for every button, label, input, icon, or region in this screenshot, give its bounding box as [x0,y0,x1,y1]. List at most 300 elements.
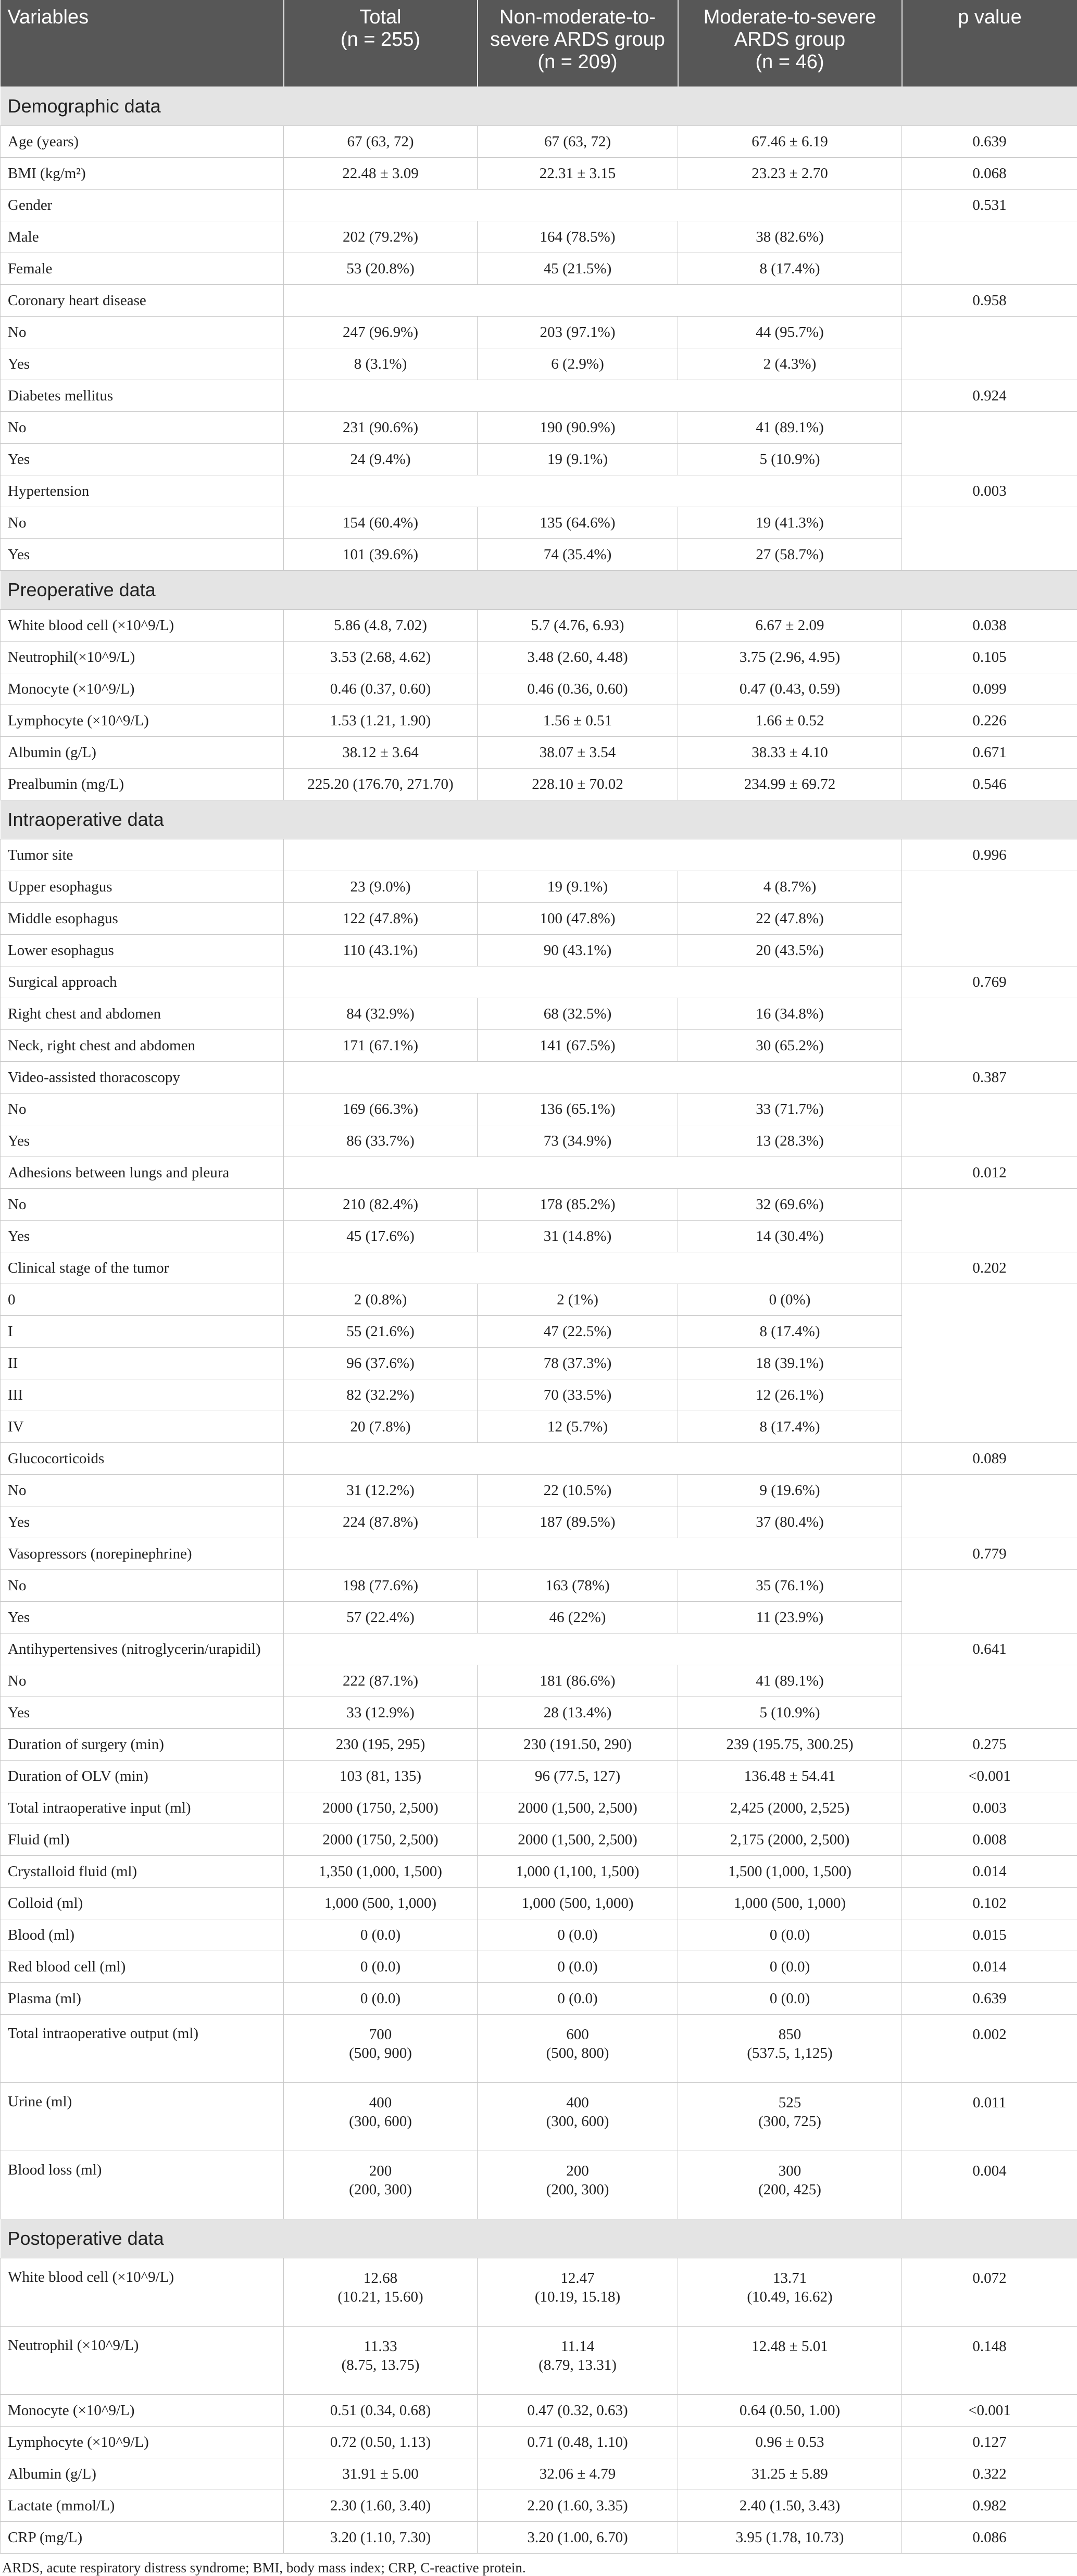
group2-value: 1.66 ± 0.52 [678,705,902,737]
p-value: 0.089 [902,1443,1077,1475]
group1-value: 228.10 ± 70.02 [478,769,678,800]
group1-value: 1,000 (500, 1,000) [478,1888,678,1919]
p-value: 0.003 [902,1792,1077,1824]
empty-cell [902,1094,1077,1157]
group1-value: 187 (89.5%) [478,1506,678,1538]
table-row [1,998,1077,1030]
group1-value: 38.07 ± 3.54 [478,737,678,769]
group2-value [678,2151,902,2219]
group2-value-line: 13.71 [681,2269,898,2288]
empty-cell [284,1538,902,1570]
group2-value: 0.64 (0.50, 1.00) [678,2395,902,2427]
variable-label: Albumin (g/L) [1,737,284,769]
group1-value: 46 (22%) [478,1602,678,1633]
group1-value: 0.46 (0.36, 0.60) [478,673,678,705]
group2-value: 5 (10.9%) [678,444,902,475]
group1-value: 2.20 (1.60, 3.35) [478,2490,678,2522]
group1-value: 68 (32.5%) [478,998,678,1030]
table-row [1,1951,1077,1983]
group1-value: 31 (14.8%) [478,1221,678,1252]
p-value: 0.639 [902,1983,1077,2015]
subgroup-label: Yes [1,1125,284,1157]
group2-value: 23.23 ± 2.70 [678,158,902,190]
table-row [1,317,1077,348]
group2-value: 2,175 (2000, 2,500) [678,1824,902,1856]
group2-value-line: (10.49, 16.62) [681,2288,898,2306]
table-row [1,2151,1077,2219]
group1-value: 141 (67.5%) [478,1030,678,1062]
header-group1 [478,0,678,87]
table-row [1,1665,1077,1697]
subgroup-label: 0 [1,1284,284,1316]
p-value: 0.779 [902,1538,1077,1570]
table-row [1,507,1077,539]
table-row [1,1189,1077,1221]
total-value: 55 (21.6%) [284,1316,478,1348]
variable-label: BMI (kg/m²) [1,158,284,190]
empty-cell [902,1284,1077,1443]
variable-label: White blood cell (×10^9/L) [1,610,284,642]
variable-label: Age (years) [1,126,284,158]
variable-label: Total intraoperative input (ml) [1,1792,284,1824]
group2-value: 0.47 (0.43, 0.59) [678,673,902,705]
total-value: 2 (0.8%) [284,1284,478,1316]
category-row [1,1157,1077,1189]
p-value: 0.226 [902,705,1077,737]
total-value: 0 (0.0) [284,1983,478,2015]
group1-value: 74 (35.4%) [478,539,678,571]
total-value: 96 (37.6%) [284,1348,478,1379]
variable-label: Neutrophil (×10^9/L) [1,2327,284,2395]
table-row [1,1475,1077,1506]
variable-label: Antihypertensives (nitroglycerin/urapidil) [1,1633,284,1665]
group2-value: 32 (69.6%) [678,1189,902,1221]
total-value: 31.91 ± 5.00 [284,2458,478,2490]
section-title: Demographic data [1,87,1077,126]
variable-label: Hypertension [1,475,284,507]
category-row [1,380,1077,412]
group2-value: 22 (47.8%) [678,903,902,935]
table-row [1,2490,1077,2522]
variable-label: Duration of surgery (min) [1,1729,284,1761]
group1-value-line: 12.47 [481,2269,674,2288]
subgroup-label: Right chest and abdomen [1,998,284,1030]
header-total-n: (n = 255) [292,29,470,51]
header-group2 [678,0,902,87]
empty-cell [902,998,1077,1062]
variable-label: Glucocorticoids [1,1443,284,1475]
group1-value: 90 (43.1%) [478,935,678,966]
category-row [1,839,1077,871]
group1-value: 1.56 ± 0.51 [478,705,678,737]
group2-value: 3.95 (1.78, 10.73) [678,2522,902,2554]
group1-value [478,2015,678,2083]
group2-value: 44 (95.7%) [678,317,902,348]
variable-label: Clinical stage of the tumor [1,1252,284,1284]
group1-value: 3.48 (2.60, 4.48) [478,642,678,673]
total-value: 0.51 (0.34, 0.68) [284,2395,478,2427]
group2-value: 234.99 ± 69.72 [678,769,902,800]
variable-label: Gender [1,190,284,221]
variable-label: Crystalloid fluid (ml) [1,1856,284,1888]
p-value: 0.014 [902,1951,1077,1983]
variable-label: Surgical approach [1,966,284,998]
header-row [1,0,1077,87]
total-value: 225.20 (176.70, 271.70) [284,769,478,800]
table-row [1,871,1077,903]
total-value: 110 (43.1%) [284,935,478,966]
table-row [1,2522,1077,2554]
section-title: Preoperative data [1,571,1077,610]
variable-label: Coronary heart disease [1,285,284,317]
group2-value: 27 (58.7%) [678,539,902,571]
p-value: 0.148 [902,2327,1077,2395]
p-value: 0.014 [902,1856,1077,1888]
subgroup-label: Yes [1,1221,284,1252]
variable-label: Duration of OLV (min) [1,1761,284,1792]
group2-value [678,2083,902,2151]
p-value: <0.001 [902,1761,1077,1792]
group2-value-line: 12.48 ± 5.01 [681,2337,898,2356]
group2-value: 9 (19.6%) [678,1475,902,1506]
variable-label: Lymphocyte (×10^9/L) [1,2427,284,2458]
subgroup-label: Middle esophagus [1,903,284,935]
group2-value: 35 (76.1%) [678,1570,902,1602]
group2-value-line: (200, 425) [681,2180,898,2199]
total-value: 3.53 (2.68, 4.62) [284,642,478,673]
p-value: 0.639 [902,126,1077,158]
empty-cell [902,221,1077,285]
variable-label: Monocyte (×10^9/L) [1,673,284,705]
total-value: 224 (87.8%) [284,1506,478,1538]
total-value [284,2258,478,2327]
header-total-label: Total [292,6,470,29]
group1-value [478,2327,678,2395]
group2-value: 13 (28.3%) [678,1125,902,1157]
table-row [1,1761,1077,1792]
table-footnote: ARDS, acute respiratory distress syndrome; BMI, body mass index; CRP, C-reactive protein. [0,2554,1077,2576]
table-row [1,1856,1077,1888]
group1-value: 0 (0.0) [478,1951,678,1983]
group2-value: 14 (30.4%) [678,1221,902,1252]
group1-value: 70 (33.5%) [478,1379,678,1411]
total-value: 57 (22.4%) [284,1602,478,1633]
group2-value: 38.33 ± 4.10 [678,737,902,769]
group2-value-line: (300, 725) [681,2112,898,2131]
subgroup-label: Lower esophagus [1,935,284,966]
total-value: 171 (67.1%) [284,1030,478,1062]
total-value: 82 (32.2%) [284,1379,478,1411]
table-row [1,2458,1077,2490]
group1-value: 12 (5.7%) [478,1411,678,1443]
category-row [1,475,1077,507]
total-value: 67 (63, 72) [284,126,478,158]
group2-value: 136.48 ± 54.41 [678,1761,902,1792]
group2-value: 0 (0.0) [678,1951,902,1983]
table-row [1,673,1077,705]
p-value: 0.004 [902,2151,1077,2219]
subgroup-label: No [1,1094,284,1125]
total-value: 2000 (1750, 2,500) [284,1824,478,1856]
total-value: 84 (32.9%) [284,998,478,1030]
p-value: 0.068 [902,158,1077,190]
group2-value [678,2015,902,2083]
group2-value-line: 850 [681,2025,898,2044]
subgroup-label: Yes [1,539,284,571]
p-value: 0.958 [902,285,1077,317]
total-value-line: (200, 300) [287,2180,474,2199]
p-value: 0.641 [902,1633,1077,1665]
total-value: 0 (0.0) [284,1951,478,1983]
table-row [1,1983,1077,2015]
subgroup-label: Yes [1,348,284,380]
group1-value: 5.7 (4.76, 6.93) [478,610,678,642]
category-row [1,1062,1077,1094]
total-value [284,2015,478,2083]
variable-label: Total intraoperative output (ml) [1,2015,284,2083]
p-value: 0.531 [902,190,1077,221]
empty-cell [902,1665,1077,1729]
group2-value: 41 (89.1%) [678,1665,902,1697]
group2-value: 6.67 ± 2.09 [678,610,902,642]
subgroup-label: Neck, right chest and abdomen [1,1030,284,1062]
table-row [1,126,1077,158]
total-value: 198 (77.6%) [284,1570,478,1602]
total-value-line: (10.21, 15.60) [287,2288,474,2306]
total-value-line: 700 [287,2025,474,2044]
p-value: 0.769 [902,966,1077,998]
p-value: 0.015 [902,1919,1077,1951]
header-total [284,0,478,87]
group2-value: 11 (23.9%) [678,1602,902,1633]
empty-cell [284,285,902,317]
empty-cell [902,317,1077,380]
group1-value [478,2083,678,2151]
total-value-line: 200 [287,2162,474,2180]
table-row [1,769,1077,800]
p-value: 0.102 [902,1888,1077,1919]
group2-value: 4 (8.7%) [678,871,902,903]
variable-label: Fluid (ml) [1,1824,284,1856]
subgroup-label: IV [1,1411,284,1443]
total-value: 33 (12.9%) [284,1697,478,1729]
subgroup-label: II [1,1348,284,1379]
group1-value [478,2258,678,2327]
total-value: 169 (66.3%) [284,1094,478,1125]
table-row [1,1729,1077,1761]
empty-cell [902,412,1077,475]
total-value: 5.86 (4.8, 7.02) [284,610,478,642]
variable-label: Prealbumin (mg/L) [1,769,284,800]
total-value: 45 (17.6%) [284,1221,478,1252]
table-row [1,1919,1077,1951]
empty-cell [284,190,902,221]
table-row [1,1284,1077,1316]
empty-cell [902,1475,1077,1538]
group1-value-line: (8.79, 13.31) [481,2356,674,2374]
table-row [1,2395,1077,2427]
group1-value: 0.71 (0.48, 1.10) [478,2427,678,2458]
group1-value: 135 (64.6%) [478,507,678,539]
empty-cell [284,1062,902,1094]
group2-value: 0 (0%) [678,1284,902,1316]
group1-value: 6 (2.9%) [478,348,678,380]
group2-value: 19 (41.3%) [678,507,902,539]
group2-value: 18 (39.1%) [678,1348,902,1379]
variable-label: Plasma (ml) [1,1983,284,2015]
group1-value-line: (200, 300) [481,2180,674,2199]
p-value: 0.002 [902,2015,1077,2083]
category-row [1,966,1077,998]
total-value-line: (500, 900) [287,2044,474,2063]
header-group1-label: Non-moderate-to-severe ARDS group [485,6,670,51]
group2-value-line: (537.5, 1,125) [681,2044,898,2063]
total-value: 22.48 ± 3.09 [284,158,478,190]
table-row [1,2427,1077,2458]
total-value: 86 (33.7%) [284,1125,478,1157]
total-value: 38.12 ± 3.64 [284,737,478,769]
p-value: 0.072 [902,2258,1077,2327]
group1-value: 230 (191.50, 290) [478,1729,678,1761]
empty-cell [284,839,902,871]
total-value: 0.46 (0.37, 0.60) [284,673,478,705]
group1-value: 190 (90.9%) [478,412,678,444]
total-value-line: 11.33 [287,2337,474,2356]
category-row [1,1252,1077,1284]
table-row [1,158,1077,190]
total-value: 1,000 (500, 1,000) [284,1888,478,1919]
subgroup-label: III [1,1379,284,1411]
total-value: 230 (195, 295) [284,1729,478,1761]
group2-value: 8 (17.4%) [678,253,902,285]
header-p-value: p value [902,0,1077,87]
p-value: <0.001 [902,2395,1077,2427]
table-header [1,0,1077,87]
group1-value-line: (10.19, 15.18) [481,2288,674,2306]
total-value [284,2083,478,2151]
empty-cell [902,1189,1077,1252]
variable-label: Lymphocyte (×10^9/L) [1,705,284,737]
table-row [1,1824,1077,1856]
total-value: 122 (47.8%) [284,903,478,935]
subgroup-label: Yes [1,1602,284,1633]
table-row [1,2015,1077,2083]
group2-value-line: 525 [681,2093,898,2112]
section-row [1,87,1077,126]
p-value: 0.202 [902,1252,1077,1284]
total-value-line: (300, 600) [287,2112,474,2131]
total-value: 210 (82.4%) [284,1189,478,1221]
header-group1-n: (n = 209) [485,51,670,73]
group2-value: 38 (82.6%) [678,221,902,253]
empty-cell [284,1633,902,1665]
subgroup-label: I [1,1316,284,1348]
group1-value: 3.20 (1.00, 6.70) [478,2522,678,2554]
group2-value: 1,000 (500, 1,000) [678,1888,902,1919]
variable-label: CRP (mg/L) [1,2522,284,2554]
group1-value-line: (500, 800) [481,2044,674,2063]
group2-value: 0 (0.0) [678,1983,902,2015]
group2-value: 67.46 ± 6.19 [678,126,902,158]
group1-value: 136 (65.1%) [478,1094,678,1125]
group1-value-line: 200 [481,2162,674,2180]
subgroup-label: Male [1,221,284,253]
group2-value: 41 (89.1%) [678,412,902,444]
total-value: 0.72 (0.50, 1.13) [284,2427,478,2458]
group1-value-line: 600 [481,2025,674,2044]
total-value: 222 (87.1%) [284,1665,478,1697]
group1-value: 19 (9.1%) [478,444,678,475]
total-value: 101 (39.6%) [284,539,478,571]
variable-label: Colloid (ml) [1,1888,284,1919]
total-value: 202 (79.2%) [284,221,478,253]
section-title: Postoperative data [1,2219,1077,2258]
total-value: 3.20 (1.10, 7.30) [284,2522,478,2554]
group1-value: 47 (22.5%) [478,1316,678,1348]
table-row [1,2327,1077,2395]
total-value: 103 (81, 135) [284,1761,478,1792]
total-value: 231 (90.6%) [284,412,478,444]
subgroup-label: No [1,1665,284,1697]
section-row [1,571,1077,610]
group1-value: 181 (86.6%) [478,1665,678,1697]
total-value-line: 12.68 [287,2269,474,2288]
total-value: 1,350 (1,000, 1,500) [284,1856,478,1888]
p-value: 0.996 [902,839,1077,871]
p-value: 0.387 [902,1062,1077,1094]
category-row [1,1443,1077,1475]
group2-value: 8 (17.4%) [678,1411,902,1443]
p-value: 0.105 [902,642,1077,673]
variable-label: Tumor site [1,839,284,871]
group2-value [678,2258,902,2327]
group1-value: 96 (77.5, 127) [478,1761,678,1792]
group2-value: 2,425 (2000, 2,525) [678,1792,902,1824]
variable-label: Video-assisted thoracoscopy [1,1062,284,1094]
group1-value: 28 (13.4%) [478,1697,678,1729]
group1-value: 164 (78.5%) [478,221,678,253]
group2-value: 31.25 ± 5.89 [678,2458,902,2490]
table-row [1,1570,1077,1602]
empty-cell [284,1252,902,1284]
section-title: Intraoperative data [1,800,1077,839]
empty-cell [284,380,902,412]
variable-label: Blood loss (ml) [1,2151,284,2219]
subgroup-label: Yes [1,1506,284,1538]
subgroup-label: No [1,1475,284,1506]
empty-cell [284,1157,902,1189]
group2-value-line: 300 [681,2162,898,2180]
group2-value: 30 (65.2%) [678,1030,902,1062]
group1-value: 203 (97.1%) [478,317,678,348]
empty-cell [902,1570,1077,1633]
total-value-line: (8.75, 13.75) [287,2356,474,2374]
subgroup-label: No [1,412,284,444]
total-value: 20 (7.8%) [284,1411,478,1443]
p-value: 0.012 [902,1157,1077,1189]
group2-value: 20 (43.5%) [678,935,902,966]
total-value [284,2151,478,2219]
group2-value: 16 (34.8%) [678,998,902,1030]
table-row [1,1888,1077,1919]
empty-cell [902,871,1077,966]
variable-label: Urine (ml) [1,2083,284,2151]
category-row [1,1633,1077,1665]
variable-label: Neutrophil(×10^9/L) [1,642,284,673]
group2-value: 239 (195.75, 300.25) [678,1729,902,1761]
total-value: 247 (96.9%) [284,317,478,348]
table-row [1,642,1077,673]
